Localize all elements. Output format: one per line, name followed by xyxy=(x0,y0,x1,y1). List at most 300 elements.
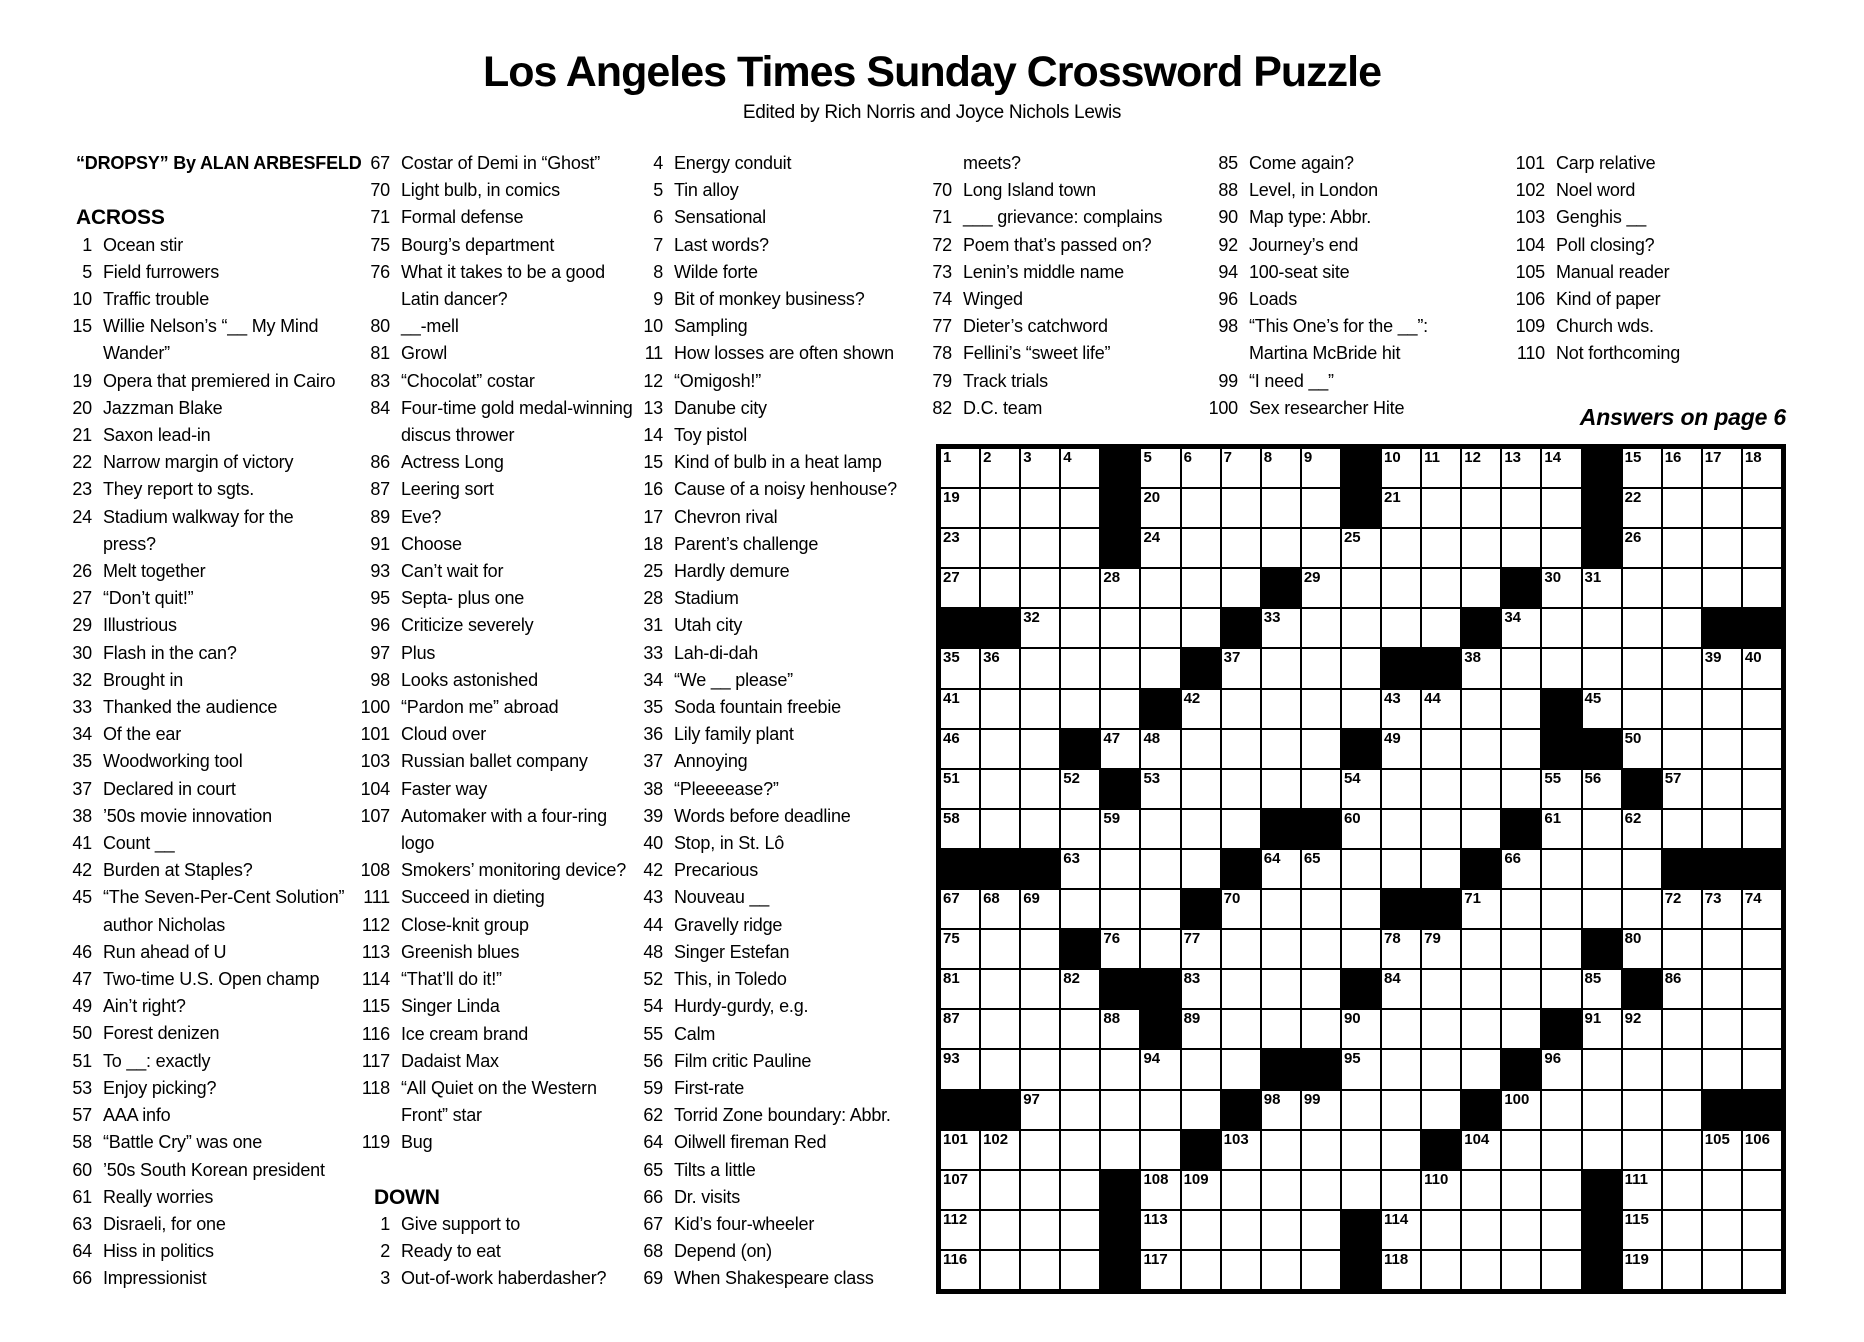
clue-text: 100-seat site xyxy=(1249,261,1350,282)
grid-cell xyxy=(1341,608,1381,648)
grid-cell-black xyxy=(1541,689,1581,729)
clue-text: Give support to xyxy=(401,1213,521,1234)
grid-cell-black xyxy=(1742,849,1782,889)
clue xyxy=(352,1265,633,1292)
clue-column-4 xyxy=(914,150,1162,422)
grid-cell xyxy=(1662,648,1702,688)
clue xyxy=(914,368,1162,395)
grid-cell xyxy=(1181,689,1221,729)
clue-text: Ocean stir xyxy=(103,234,184,255)
grid-cell xyxy=(1341,1090,1381,1130)
clue xyxy=(914,204,1162,231)
clue-number: 23 xyxy=(72,479,92,500)
clue-text: Forest denizen xyxy=(103,1023,220,1044)
clue xyxy=(625,1265,897,1292)
grid-cell-black xyxy=(1582,488,1622,528)
grid-cell xyxy=(1582,648,1622,688)
grid-cell xyxy=(1381,1130,1421,1170)
clue xyxy=(625,1075,897,1102)
clue xyxy=(352,993,633,1020)
clue-number: 92 xyxy=(1218,234,1238,255)
grid-cell-black xyxy=(1702,849,1742,889)
grid-cell xyxy=(980,1170,1020,1210)
cell-number: 73 xyxy=(1704,890,1722,908)
clue-number: 7 xyxy=(653,234,663,255)
clue xyxy=(625,1048,897,1075)
clue-number: 34 xyxy=(72,724,92,745)
clue-text: Russian ballet company xyxy=(401,751,588,772)
clue-text: author Nicholas xyxy=(103,914,226,935)
grid-cell xyxy=(1742,488,1782,528)
grid-cell xyxy=(1541,889,1581,929)
clue-number: 66 xyxy=(643,1186,663,1207)
grid-cell xyxy=(1261,769,1301,809)
clue-text: Lily family plant xyxy=(674,724,794,745)
grid-cell xyxy=(1582,1049,1622,1089)
clue xyxy=(352,1021,633,1048)
clue xyxy=(1507,286,1680,313)
clue xyxy=(625,449,897,476)
clue-number: 71 xyxy=(932,207,952,228)
clue-number: 78 xyxy=(932,343,952,364)
grid-cell xyxy=(1662,448,1702,488)
grid-cell-black xyxy=(1501,1049,1541,1089)
grid-cell xyxy=(980,1130,1020,1170)
clue-text: Depend (on) xyxy=(674,1241,772,1262)
grid-cell xyxy=(1461,1049,1501,1089)
grid-cell xyxy=(1421,769,1461,809)
cell-number: 67 xyxy=(943,890,960,908)
clue-number: 65 xyxy=(643,1159,663,1180)
grid-cell xyxy=(1381,1090,1421,1130)
cell-number: 15 xyxy=(1624,449,1642,466)
grid-cell xyxy=(980,689,1020,729)
grid-cell xyxy=(1221,1009,1261,1049)
grid-cell xyxy=(1742,729,1782,769)
grid-cell xyxy=(980,889,1020,929)
grid-cell xyxy=(940,889,980,929)
clue-text: Map type: Abbr. xyxy=(1249,207,1372,228)
cell-number: 111 xyxy=(1624,1170,1648,1188)
grid-cell xyxy=(1181,1170,1221,1210)
clue-number: 111 xyxy=(363,887,390,908)
cell-number: 59 xyxy=(1103,809,1121,827)
clue-text: Fellini’s “sweet life” xyxy=(963,343,1111,364)
clue-number: 96 xyxy=(1218,289,1238,310)
clue xyxy=(625,667,897,694)
grid-cell xyxy=(1662,1170,1702,1210)
grid-cell xyxy=(1140,1130,1180,1170)
cell-number: 69 xyxy=(1023,890,1040,908)
clue-text: Ain’t right? xyxy=(103,996,186,1017)
grid-cell xyxy=(1060,488,1100,528)
cell-number: 35 xyxy=(943,649,960,667)
cell-number: 22 xyxy=(1624,489,1642,507)
clue xyxy=(1200,204,1428,231)
grid-cell xyxy=(1341,568,1381,608)
grid-cell xyxy=(1221,929,1261,969)
clue xyxy=(54,1129,362,1156)
cell-number: 27 xyxy=(943,569,960,587)
clue xyxy=(914,313,1162,340)
grid-cell xyxy=(1100,1090,1140,1130)
grid-cell xyxy=(980,488,1020,528)
cell-number: 105 xyxy=(1704,1130,1730,1148)
clue xyxy=(54,830,362,857)
grid-cell xyxy=(1221,648,1261,688)
grid-cell xyxy=(1261,1250,1301,1290)
grid-cell xyxy=(1020,969,1060,1009)
grid-cell xyxy=(1341,528,1381,568)
clue-number: 36 xyxy=(643,724,663,745)
grid-cell xyxy=(1501,1130,1541,1170)
clue-number: 10 xyxy=(72,289,92,309)
clue-number: 110 xyxy=(1516,343,1545,364)
cell-number: 47 xyxy=(1103,729,1121,747)
grid-cell xyxy=(1100,1009,1140,1049)
grid-cell xyxy=(1381,608,1421,648)
clue xyxy=(625,612,897,639)
clue xyxy=(352,912,633,939)
grid-cell xyxy=(1702,1130,1742,1170)
clue-number: 68 xyxy=(643,1241,663,1262)
clue-text: Sex researcher Hite xyxy=(1249,397,1405,418)
clue-text: ___ grievance: complains xyxy=(963,207,1163,228)
clue xyxy=(54,558,362,585)
clue-number: 95 xyxy=(370,588,390,609)
grid-cell-black xyxy=(940,849,980,889)
grid-cell xyxy=(1501,929,1541,969)
grid-cell xyxy=(1100,849,1140,889)
clue-number: 16 xyxy=(643,479,663,500)
clue-text: Bug xyxy=(401,1132,433,1153)
grid-cell-black xyxy=(1100,969,1140,1009)
grid-cell xyxy=(1020,1170,1060,1210)
grid-cell xyxy=(1221,809,1261,849)
clue-number: 107 xyxy=(360,805,390,826)
clue-number: 22 xyxy=(72,452,92,473)
clue xyxy=(54,1184,362,1211)
grid-cell xyxy=(1662,608,1702,648)
grid-cell xyxy=(1501,969,1541,1009)
grid-cell xyxy=(1421,568,1461,608)
clue-number: 42 xyxy=(72,860,92,881)
clue-number: 4 xyxy=(653,153,663,173)
grid-cell xyxy=(1622,608,1662,648)
grid-cell xyxy=(980,648,1020,688)
clue-number: 82 xyxy=(932,397,952,418)
clue-number: 30 xyxy=(72,642,92,663)
page-title: Los Angeles Times Sunday Crossword Puzzle xyxy=(482,48,1382,96)
clue-number: 103 xyxy=(360,751,390,772)
clue-text: press? xyxy=(103,533,156,554)
clue-text: Soda fountain freebie xyxy=(674,697,841,718)
clue-text: Jazzman Blake xyxy=(103,397,223,418)
grid-cell xyxy=(1301,1130,1341,1170)
cell-number: 91 xyxy=(1584,1010,1602,1028)
clue-text: Impressionist xyxy=(103,1268,207,1289)
grid-cell xyxy=(1020,729,1060,769)
clue xyxy=(1507,204,1680,231)
grid-cell xyxy=(1702,528,1742,568)
grid-cell xyxy=(1020,568,1060,608)
clue-number: 15 xyxy=(72,316,92,337)
clue-number: 62 xyxy=(643,1105,663,1126)
grid-cell xyxy=(1341,929,1381,969)
clue-text: Loads xyxy=(1249,289,1298,310)
grid-cell xyxy=(1702,809,1742,849)
clue xyxy=(625,368,897,395)
clue-number xyxy=(54,912,92,939)
grid-cell xyxy=(1622,929,1662,969)
clue xyxy=(54,232,362,259)
clue-text: Manual reader xyxy=(1556,261,1670,282)
cell-number: 6 xyxy=(1183,449,1192,466)
grid-cell xyxy=(1742,1049,1782,1089)
clue xyxy=(625,776,897,803)
grid-cell xyxy=(1060,769,1100,809)
clue xyxy=(54,1048,362,1075)
grid-cell xyxy=(1301,1250,1341,1290)
clue-number: 96 xyxy=(370,615,390,636)
grid-cell xyxy=(1381,1210,1421,1250)
grid-cell xyxy=(1742,929,1782,969)
clue-number: 109 xyxy=(1515,316,1545,337)
clue-text: Dadaist Max xyxy=(401,1050,499,1071)
clue-text: Sampling xyxy=(674,316,748,337)
clue-number: 64 xyxy=(72,1241,92,1262)
grid-cell-black xyxy=(1181,889,1221,929)
clue-number: 67 xyxy=(370,153,390,173)
grid-cell xyxy=(1301,689,1341,729)
cell-number: 108 xyxy=(1143,1170,1169,1188)
grid-cell xyxy=(1181,969,1221,1009)
clue-text: Church wds. xyxy=(1556,316,1654,337)
clue-number: 19 xyxy=(72,370,92,391)
clue-text: Kind of paper xyxy=(1556,289,1661,310)
grid-cell xyxy=(1461,528,1501,568)
clue-text: Last words? xyxy=(674,234,769,255)
clue-number: 94 xyxy=(1218,261,1238,282)
grid-cell xyxy=(1261,929,1301,969)
grid-cell xyxy=(1381,729,1421,769)
cell-number: 53 xyxy=(1143,769,1161,787)
clue-number: 35 xyxy=(72,751,92,772)
grid-cell xyxy=(1140,1090,1180,1130)
clue-number: 99 xyxy=(1218,370,1238,391)
cell-number: 76 xyxy=(1103,930,1121,948)
clue-number: 105 xyxy=(1515,261,1545,282)
clue-text: Gravelly ridge xyxy=(674,914,783,935)
clue xyxy=(352,422,633,449)
grid-cell xyxy=(1662,568,1702,608)
clue-number: 88 xyxy=(1218,180,1238,201)
grid-cell xyxy=(940,969,980,1009)
clue-text: Martina McBride hit xyxy=(1249,343,1401,364)
clue-number: 72 xyxy=(932,234,952,255)
grid-cell xyxy=(1381,929,1421,969)
grid-cell xyxy=(1381,1009,1421,1049)
clue-number: 85 xyxy=(1218,153,1238,173)
grid-cell xyxy=(1221,1130,1261,1170)
cell-number: 95 xyxy=(1343,1050,1361,1068)
grid-cell xyxy=(1421,969,1461,1009)
clue-number: 70 xyxy=(370,180,390,201)
grid-cell xyxy=(980,809,1020,849)
clue-text: Hardly demure xyxy=(674,561,790,582)
clue-text: Latin dancer? xyxy=(401,289,508,310)
grid-cell xyxy=(1140,608,1180,648)
clue-text: Declared in court xyxy=(103,778,236,799)
grid-cell xyxy=(940,488,980,528)
cell-number: 90 xyxy=(1343,1010,1361,1028)
clue-number: 70 xyxy=(932,180,952,201)
clue-text: “That’ll do it!” xyxy=(401,969,502,990)
cell-number: 102 xyxy=(983,1130,1009,1148)
clue-number: 33 xyxy=(643,642,663,663)
clue-text: Long Island town xyxy=(963,180,1096,201)
cell-number: 44 xyxy=(1424,689,1441,707)
grid-cell xyxy=(1541,608,1581,648)
grid-cell xyxy=(1060,689,1100,729)
grid-cell xyxy=(1541,809,1581,849)
grid-cell xyxy=(1301,488,1341,528)
grid-cell xyxy=(1421,1009,1461,1049)
clue-number: 26 xyxy=(72,561,92,582)
grid-cell-black xyxy=(1541,1009,1581,1049)
grid-cell xyxy=(1341,1170,1381,1210)
cell-number: 118 xyxy=(1384,1250,1409,1268)
clue-text: Choose xyxy=(401,533,462,554)
grid-cell-black xyxy=(1140,1009,1180,1049)
grid-cell xyxy=(1582,1009,1622,1049)
grid-cell xyxy=(1261,729,1301,769)
grid-cell xyxy=(1541,969,1581,1009)
cell-number: 49 xyxy=(1384,729,1401,747)
grid-cell xyxy=(980,969,1020,1009)
clue-text: “This One’s for the __”: xyxy=(1249,316,1428,337)
cell-number: 18 xyxy=(1744,449,1762,466)
cell-number: 52 xyxy=(1063,769,1080,787)
grid-cell xyxy=(940,1009,980,1049)
clue-text: Journey’s end xyxy=(1249,234,1359,255)
cell-number: 5 xyxy=(1143,449,1152,466)
grid-cell xyxy=(1060,809,1100,849)
clue-text: ’50s South Korean president xyxy=(103,1159,325,1180)
cell-number: 57 xyxy=(1664,769,1682,787)
grid-cell-black xyxy=(980,1090,1020,1130)
cell-number: 113 xyxy=(1143,1210,1168,1228)
grid-cell xyxy=(1221,1170,1261,1210)
clue-number: 5 xyxy=(653,180,663,201)
clue-number: 83 xyxy=(370,370,390,391)
clue-number: 10 xyxy=(643,316,663,337)
cell-number: 1 xyxy=(943,449,952,466)
clue-number: 1 xyxy=(380,1213,390,1234)
grid-cell-black xyxy=(1622,769,1662,809)
grid-cell xyxy=(1742,448,1782,488)
grid-cell xyxy=(1301,568,1341,608)
grid-cell xyxy=(1020,1090,1060,1130)
grid-cell xyxy=(1381,689,1421,729)
clue-number: 63 xyxy=(72,1213,92,1234)
grid-cell xyxy=(1702,929,1742,969)
clue xyxy=(625,286,897,313)
grid-cell xyxy=(1582,849,1622,889)
grid-cell xyxy=(1582,1090,1622,1130)
clue-number: 69 xyxy=(643,1268,663,1289)
grid-cell xyxy=(940,648,980,688)
clue-text: Eve? xyxy=(401,506,442,527)
grid-cell xyxy=(1501,689,1541,729)
puzzle-byline: “DROPSY” By ALAN ARBESFELD xyxy=(76,153,362,173)
clue xyxy=(914,259,1162,286)
clue xyxy=(1200,177,1428,204)
grid-cell xyxy=(1261,448,1301,488)
grid-cell xyxy=(1501,1090,1541,1130)
grid-cell xyxy=(1702,689,1742,729)
clue-text: Level, in London xyxy=(1249,180,1378,201)
grid-cell-black xyxy=(1702,1090,1742,1130)
clue xyxy=(625,993,897,1020)
clue xyxy=(1507,232,1680,259)
clue-number: 90 xyxy=(1218,207,1238,228)
clue-text: Energy conduit xyxy=(674,153,792,173)
grid-cell xyxy=(1461,889,1501,929)
grid-cell xyxy=(1461,648,1501,688)
clue xyxy=(625,150,897,177)
grid-cell xyxy=(1140,849,1180,889)
clue-text: Formal defense xyxy=(401,207,524,228)
grid-cell xyxy=(1541,849,1581,889)
clue-number: 60 xyxy=(72,1159,92,1180)
grid-cell-black xyxy=(1421,889,1461,929)
clue-text: Danube city xyxy=(674,397,767,418)
clue-text: Melt together xyxy=(103,561,206,582)
cell-number: 80 xyxy=(1624,930,1642,948)
grid-cell xyxy=(1181,929,1221,969)
cell-number: 31 xyxy=(1584,569,1602,587)
clue-number: 100 xyxy=(360,697,390,718)
grid-cell-black xyxy=(1181,648,1221,688)
clue-number: 31 xyxy=(643,615,663,636)
grid-cell xyxy=(1221,528,1261,568)
clue xyxy=(625,504,897,531)
clue-text: Succeed in dieting xyxy=(401,887,545,908)
clue xyxy=(625,830,897,857)
cell-number: 8 xyxy=(1263,449,1273,466)
grid-cell-black xyxy=(1140,689,1180,729)
grid-cell xyxy=(1341,1130,1381,1170)
clue-number: 15 xyxy=(643,452,663,473)
cell-number: 43 xyxy=(1384,689,1401,707)
clue xyxy=(54,368,362,395)
clue xyxy=(914,232,1162,259)
clue-text: Narrow margin of victory xyxy=(103,452,294,473)
clue-text: Out-of-work haberdasher? xyxy=(401,1268,607,1289)
grid-cell xyxy=(1261,1130,1301,1170)
clue xyxy=(625,1184,897,1211)
grid-cell xyxy=(1181,769,1221,809)
clue xyxy=(625,395,897,422)
clue xyxy=(625,912,897,939)
clue-text: Wander” xyxy=(103,343,170,364)
grid-cell xyxy=(1221,448,1261,488)
clue xyxy=(625,803,897,830)
grid-cell xyxy=(1702,648,1742,688)
clue xyxy=(352,1102,633,1129)
grid-cell-black xyxy=(980,608,1020,648)
